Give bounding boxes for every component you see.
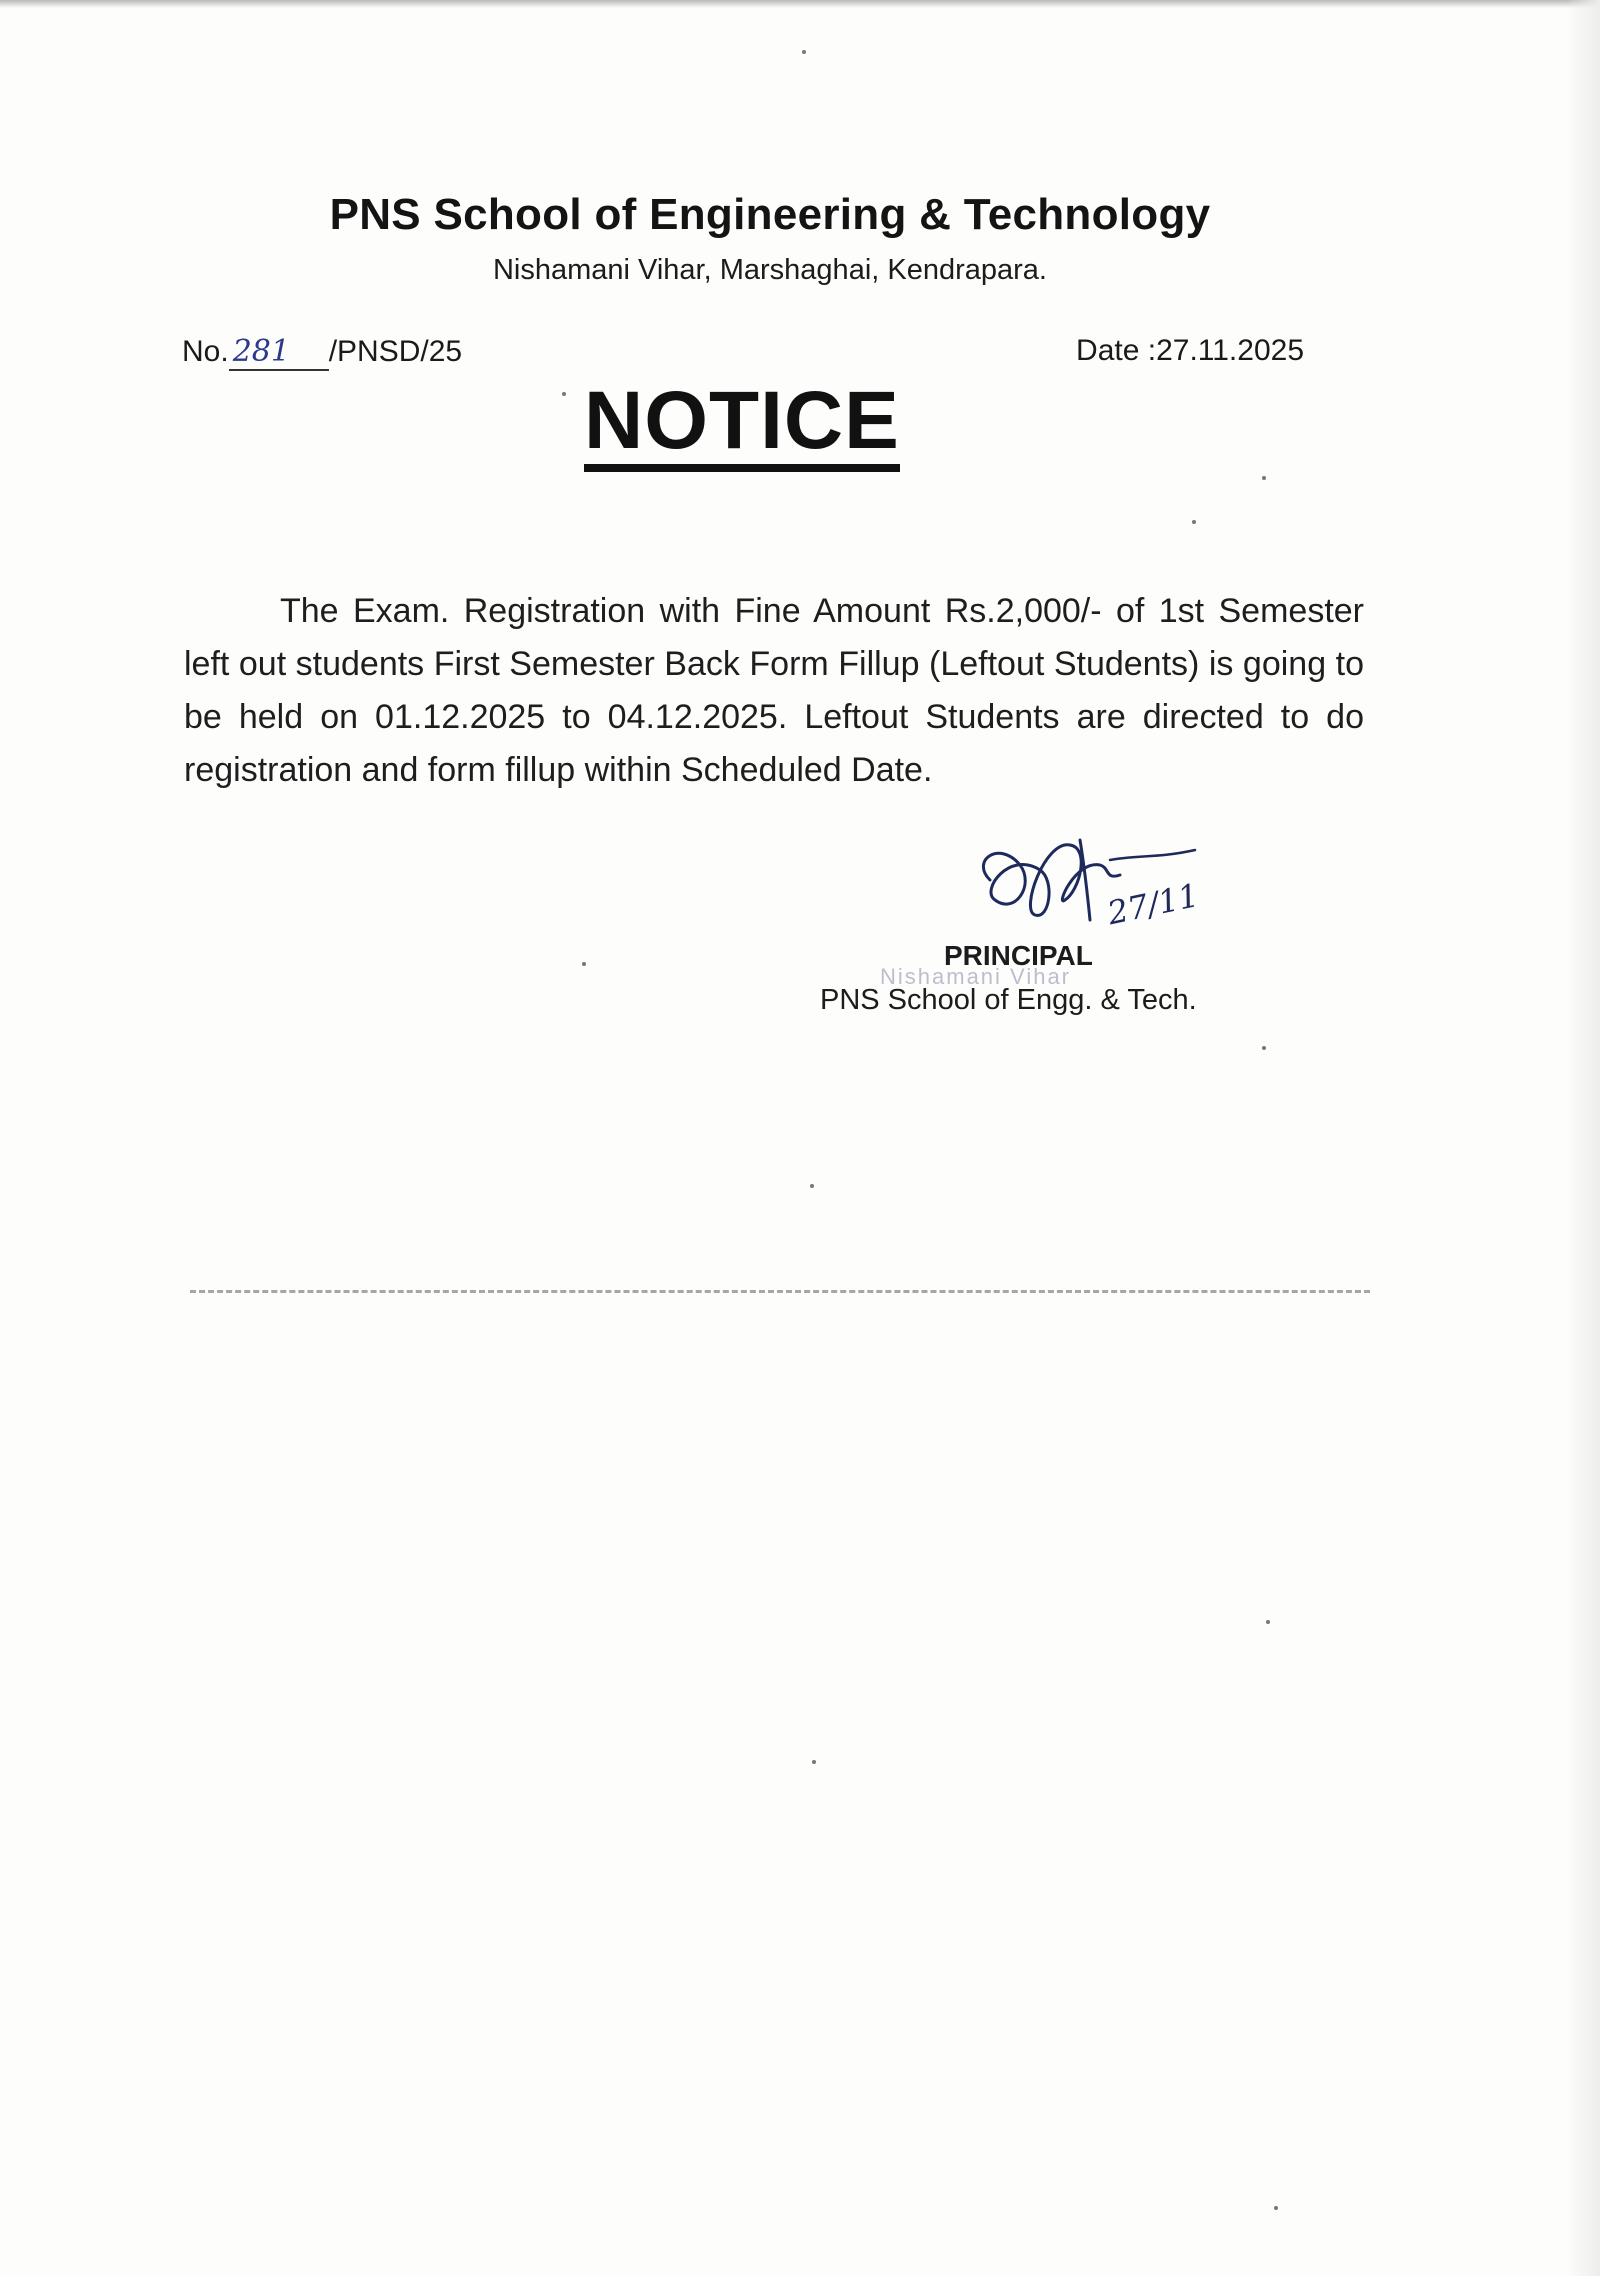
reference-prefix: No. [182,335,229,368]
office-stamp: Nishamani Vihar [880,964,1072,989]
bleed-through-line [190,1290,1370,1303]
scan-speck [582,962,586,966]
scan-speck [802,50,806,54]
scan-speck [1274,2206,1278,2210]
scan-speck [1262,1046,1266,1050]
scan-edge-top [0,0,1600,8]
scan-speck [1192,520,1196,524]
date-label: Date : [1076,334,1157,367]
scan-speck [562,392,566,396]
signatory-organization: PNS School of Engg. & Tech. [820,984,1197,1016]
institution-name: PNS School of Engineering & Technology [329,190,1211,239]
signature-date: 27/11 [1104,875,1203,933]
institution-address: Nishamani Vihar, Marshaghai, Kendrapara. [492,254,1047,286]
reference-handwritten-number: 281 [229,334,329,371]
reference-number [182,334,462,371]
signature-image [960,820,1240,950]
scan-edge-right [1566,0,1600,2276]
reference-suffix: /PNSD/25 [328,335,463,368]
date-value: 27.11.2025 [1156,334,1304,367]
scan-speck [812,1760,816,1764]
notice-date [1076,334,1304,368]
notice-body: The Exam. Registration with Fine Amount Rs.2,000/- of 1st Semester left out students First Semester Back Form Fillup (Leftout Students) is going to be held on 01.12.2025 to 04.12.2025. Leftout Students are directed to do registration and form fillup within Scheduled Date. [184,592,1364,789]
scan-speck [810,1184,814,1188]
scan-speck [1262,476,1266,480]
notice-title: NOTICE [584,378,900,472]
scan-speck [1266,1620,1270,1624]
signatory-designation: PRINCIPAL [944,940,1093,971]
